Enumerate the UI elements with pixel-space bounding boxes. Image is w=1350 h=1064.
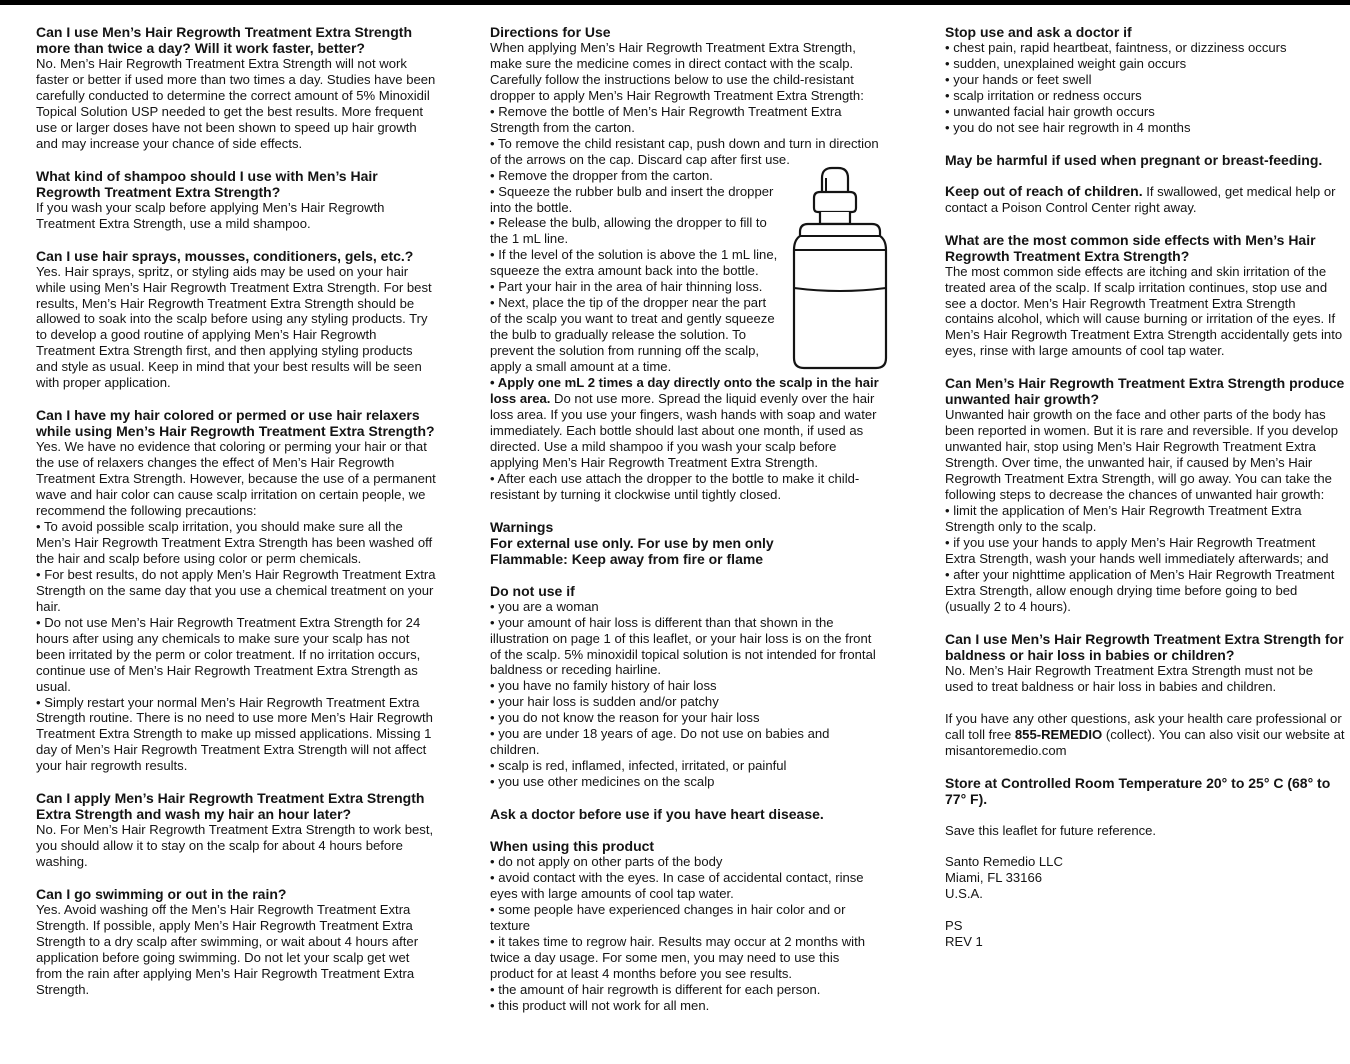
list-item: • it takes time to regrow hair. Results may occur at 2 months with twice a day usage. For some men, you may need to use this product for at least 4 months before you see results. [490,933,865,981]
pregnancy-warning [945,152,1345,168]
questions-text-b: (collect). You can also visit our website at misantoremedio.com [945,726,1345,758]
list-item: • this product will not work for all men. [490,997,710,1013]
list-item: • Release the bulb, allowing the dropper to fill to the 1 mL line. [490,215,767,247]
list-item: • you do not know the reason for your hair loss [490,710,760,726]
list-item: • Simply restart your normal Men’s Hair Regrowth Treatment Extra Strength routine. There is no need to use more Men’s Hair Regrowth Treatment Extra Strength to make up missed applications. Missing 1 day of Men’s Hair Regrowth Treatment Extra Strength will not affect your hair regrowth results. [36,694,433,774]
code-ps: PS [945,918,963,934]
list-item: • If the level of the solution is above the 1 mL line, squeeze the extra amount back into the bottle. [490,247,778,279]
company-name: Santo Remedio LLC [945,854,1063,870]
faq-heading: Can I use hair sprays, mousses, conditioners, gels, etc.? [36,247,414,264]
unwanted-growth-heading: Can Men’s Hair Regrowth Treatment Extra Strength produce unwanted hair growth? [945,375,1345,408]
unwanted-growth-section [945,375,1345,614]
directions-intro: When applying Men’s Hair Regrowth Treatment Extra Strength, make sure the medicine comes in direct contact with the scalp. Carefully follow the instructions below to use the child-resistant dropper to apply Men’s Hair Regrowth Treatment Extra Strength: [490,40,864,103]
do-not-use-heading: Do not use if [490,582,575,599]
stop-use-section [945,24,1345,136]
column-faq-left [36,24,436,1014]
faq-wash-hour-later [36,790,436,870]
list-item: • the amount of hair regrowth is different for each person. [490,981,821,997]
list-item: • avoid contact with the eyes. In case of accidental contact, rinse eyes with large amounts of cool tap water. [490,870,864,901]
column-directions [490,24,880,1030]
directions-heading: Directions for Use [490,24,611,40]
save-leaflet-section [945,823,1345,839]
list-item: • unwanted facial hair growth occurs [945,103,1155,119]
revision-codes [945,918,1345,950]
keep-out-bold: Keep out of reach of children. [945,182,1143,199]
list-item: • Remove the bottle of Men’s Hair Regrowth Treatment Extra Strength from the carton. [490,103,842,135]
faq-answer: No. Men’s Hair Regrowth Treatment Extra Strength will not work faster or better if used more than two times a day. Studies have been carefully conducted to determine the correct amount of 5% Minoxidil Topical Solution USP needed to get the best results. More frequent use or larger doses have not been shown to speed up hair growth and may increase your chance of side effects. [36,56,436,151]
ask-doctor-section [490,806,880,822]
list-item: • if you use your hands to apply Men’s Hair Regrowth Treatment Extra Strength, wash your hands well immediately afterwards; and [945,534,1329,566]
faq-answer: Yes. We have no evidence that coloring or perming your hair or that the use of relaxers changes the effect of Men’s Hair Regrowth Treatment Extra Strength. However, because the use of a permanent wave and hair color can cause scalp irritation on certain people, we recommend the following precautions: [36,439,436,519]
list-item: • your hair loss is sudden and/or patchy [490,694,719,710]
warnings-heading: Warnings [490,518,554,535]
side-effects-heading: What are the most common side effects with Men’s Hair Regrowth Treatment Extra Strength? [945,231,1316,264]
babies-children-section [945,631,1345,695]
faq-heading: Can I apply Men’s Hair Regrowth Treatment Extra Strength Extra Strength and wash my hair an hour later? [36,790,425,823]
faq-swimming-rain [36,886,436,998]
company-city: Miami, FL 33166 [945,870,1043,886]
faq-answer: If you wash your scalp before applying Men’s Hair Regrowth Treatment Extra Strength, use a mild shampoo. [36,199,385,231]
dropper-steps [490,168,780,375]
faq-twice-a-day [36,24,436,152]
dropper-bottle-icon [790,166,890,371]
when-using-section [490,838,880,1014]
faq-answer: Yes. Hair sprays, spritz, or styling aids may be used on your hair while using Men’s Hair Regrowth Treatment Extra Strength. For best results, Men’s Hair Regrowth Treatment Extra Strength should be allowed to soak into the scalp before using any styling products. Try to develop a good routine of applying Men’s Hair Regrowth Treatment Extra Strength first, and then applying styling products and style as usual. Keep in mind that your best results will be seen with proper application. [36,263,432,391]
toll-free-number: 855-REMEDIO [1014,726,1103,742]
pregnancy-warning-text: May be harmful if used when pregnant or breast-feeding. [945,151,1323,168]
ask-doctor-heading: Ask a doctor before use if you have heart disease. [490,806,824,823]
questions-text-a: If you have any other questions, ask your health care professional or call toll free [945,710,1342,742]
list-item: • Next, place the tip of the dropper near the part of the scalp you want to treat and gently squeeze the bulb to gradually release the solution. To prevent the solution from running off the scalp, apply a small amount at a time. [490,295,775,375]
storage-section [945,775,1345,807]
list-item: • limit the application of Men’s Hair Regrowth Treatment Extra Strength only to the scalp. [945,503,1302,535]
unwanted-growth-body: Unwanted hair growth on the face and other parts of the body has been reported in women. But it is rare and reversible. If you develop unwanted hair, stop using Men’s Hair Regrowth Treatment Extra Strength. Over time, the unwanted hair, if caused by Men’s Hair Regrowth Treatment Extra Strength, will go away. You can take the following steps to decrease the chances of unwanted hair growth: [945,407,1339,503]
faq-heading: Can I use Men’s Hair Regrowth Treatment Extra Strength more than twice a day? Will it work faster, better? [36,24,413,56]
list-item: • After each use attach the dropper to the bottle to make it child-resistant by turning it clockwise until tightly closed. [490,470,860,502]
warning-external-use: For external use only. For use by men only [490,534,774,551]
faq-answer: Yes. Avoid washing off the Men’s Hair Regrowth Treatment Extra Strength. If possible, apply Men’s Hair Regrowth Treatment Extra Strength to a dry scalp after swimming, or wait about 4 hours after application before going swimming. Do not let your scalp get wet from the rain after applying Men’s Hair Regrowth Treatment Extra Strength. [36,902,419,997]
list-item: • For best results, do not apply Men’s Hair Regrowth Treatment Extra Strength on the same day that you use a chemical treatment on your hair. [36,566,436,614]
babies-heading: Can I use Men’s Hair Regrowth Treatment Extra Strength for baldness or hair loss in babies or children? [945,630,1344,663]
list-item: • your hands or feet swell [945,71,1092,87]
babies-body: No. Men’s Hair Regrowth Treatment Extra Strength must not be used to treat baldness or hair loss in babies and children. [945,662,1313,694]
column-safety [945,24,1345,966]
keep-out-rest: If swallowed, get medical help or contact a Poison Control Center right away. [945,183,1336,215]
apply-instruction-bold: • Apply one mL 2 times a day directly onto the scalp in the hair loss area. [490,375,879,406]
questions-text [945,711,1345,759]
warning-flammable: Flammable: Keep away from fire or flame [490,550,764,567]
list-item: • scalp is red, inflamed, infected, irritated, or painful [490,758,787,774]
faq-shampoo [36,168,436,232]
stop-use-heading: Stop use and ask a doctor if [945,24,1132,40]
code-rev: REV 1 [945,934,983,950]
list-item: • some people have experienced changes in hair color and or texture [490,901,846,933]
apply-instruction [490,375,880,471]
faq-heading: Can I go swimming or out in the rain? [36,886,287,903]
keep-out-of-reach [945,184,1345,216]
faq-answer: No. For Men’s Hair Regrowth Treatment Extra Strength to work best, you should allow it to stay on the scalp for about 4 hours before washing. [36,822,434,870]
company-country: U.S.A. [945,886,983,902]
list-item: • after your nighttime application of Men’s Hair Regrowth Treatment Extra Strength, allow enough drying time before going to bed (usually 2 to 4 hours). [945,566,1335,614]
list-item: • Squeeze the rubber bulb and insert the dropper into the bottle. [490,183,774,215]
warnings-section [490,519,880,567]
directions-section [490,24,880,503]
list-item: • your amount of hair loss is different than that shown in the illustration on page 1 of this leaflet, or your hair loss is on the front of the scalp. 5% minoxidil topical solution is not intended for frontal baldness or receding hairline. [490,614,876,678]
list-item: • you do not see hair regrowth in 4 months [945,119,1191,135]
faq-hair-sprays [36,248,436,392]
questions-section [945,711,1345,759]
faq-colored-permed [36,407,436,774]
list-item: • Remove the dropper from the carton. [490,167,713,183]
list-item: • sudden, unexplained weight gain occurs [945,55,1187,71]
list-item: • you are under 18 years of age. Do not use on babies and children. [490,726,830,758]
list-item: • you have no family history of hair loss [490,678,717,694]
top-border [0,0,1350,5]
side-effects-body: The most common side effects are itching and skin irritation of the treated area of the scalp. If scalp irritation continues, stop use and see a doctor. Men’s Hair Regrowth Treatment Extra Strength contains alcohol, which will cause burning or irritation of the eyes. If Men’s Hair Regrowth Treatment Extra Strength accidentally gets into eyes, rinse with large amounts of cool tap water. [945,263,1343,359]
apply-instruction-rest: Do not use more. Spread the liquid evenly over the hair loss area. If you use your fingers, wash hands with soap and water immediately. Each bottle should last about one month, if used as directed. Use a mild shampoo if you wash your scalp before applying Men’s Hair Regrowth Treatment Extra Strength. [490,390,877,470]
list-item: • do not apply on other parts of the body [490,854,723,870]
list-item: • you use other medicines on the scalp [490,774,715,790]
list-item: • To remove the child resistant cap, push down and turn in direction of the arrows on the cap. Discard cap after first use. [490,135,879,167]
list-item: • To avoid possible scalp irritation, you should make sure all the Men’s Hair Regrowth Treatment Extra Strength has been washed off the hair and scalp before using color or perm chemicals. [36,519,433,566]
when-using-heading: When using this product [490,838,655,855]
faq-heading: Can I have my hair colored or permed or use hair relaxers while using Men’s Hair Regrowth Treatment Extra Strength? [36,407,435,440]
side-effects-section [945,232,1345,360]
faq-heading: What kind of shampoo should I use with Men’s Hair Regrowth Treatment Extra Strength? [36,167,378,200]
company-address [945,854,1345,902]
keep-out-text [945,184,1345,216]
list-item: • scalp irritation or redness occurs [945,87,1142,103]
storage-text: Store at Controlled Room Temperature 20° to 25° C (68° to 77° F). [945,774,1331,807]
list-item: • Part your hair in the area of hair thinning loss. [490,279,763,295]
list-item: • Do not use Men’s Hair Regrowth Treatment Extra Strength for 24 hours after using any chemicals to make sure your scalp has not been irritated by the perm or color treatment. If no irritation occurs, continue use of Men’s Hair Regrowth Treatment Extra Strength as usual. [36,614,421,694]
list-item: • you are a woman [490,598,599,614]
do-not-use-section [490,583,880,790]
list-item: • chest pain, rapid heartbeat, faintness, or dizziness occurs [945,40,1287,55]
save-leaflet-text: Save this leaflet for future reference. [945,822,1157,838]
